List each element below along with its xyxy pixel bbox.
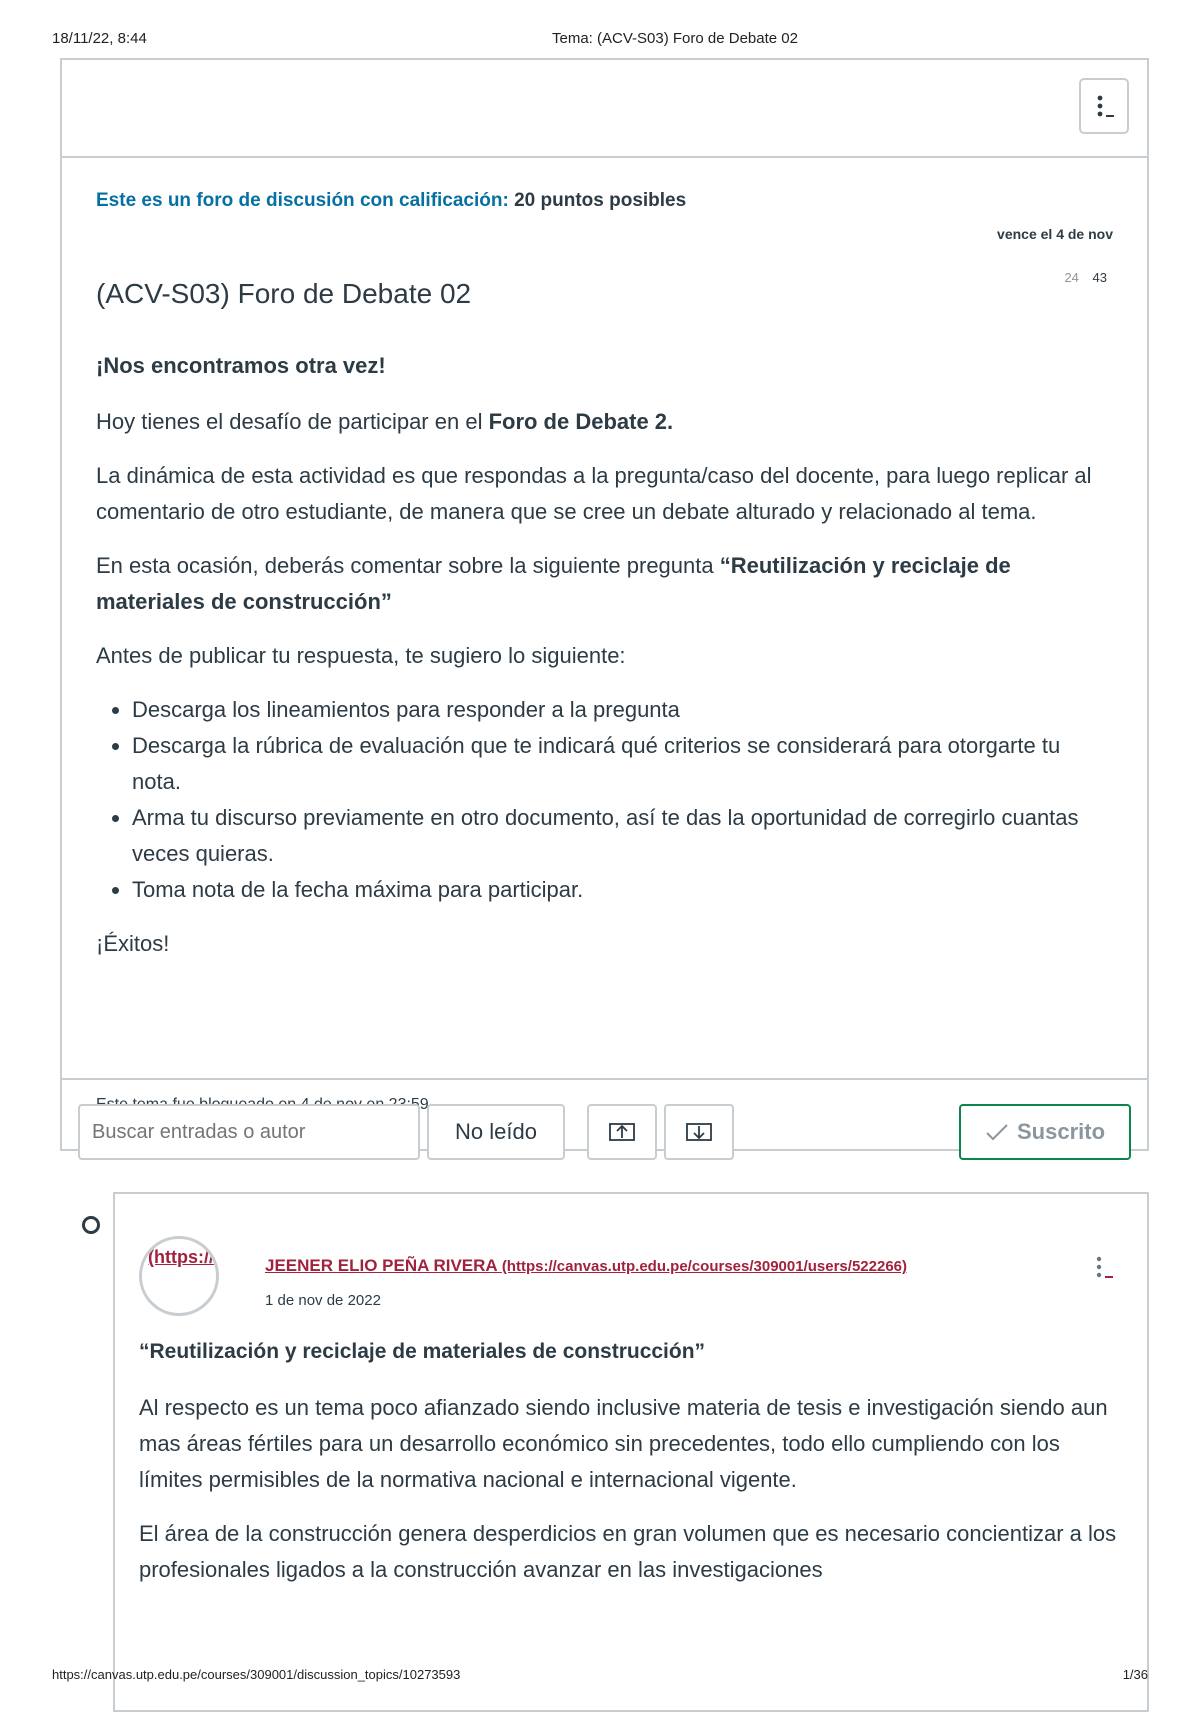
kebab-menu-icon bbox=[1093, 1254, 1117, 1280]
subscribed-button[interactable] bbox=[959, 1104, 1131, 1160]
topic-title: (ACV-S03) Foro de Debate 02 bbox=[96, 278, 472, 309]
reply-options-button[interactable] bbox=[1093, 1254, 1117, 1285]
avatar-link[interactable]: (https:// bbox=[148, 1247, 214, 1267]
unread-filter-button[interactable]: No leído bbox=[427, 1104, 565, 1160]
closing-line: ¡Éxitos! bbox=[96, 931, 170, 956]
reply-paragraph-2: El área de la construcción genera desperdicios en gran volumen que es necesario concientizar a los profesionales ligados a la construcción avanzar en las investigaciones bbox=[139, 1521, 1117, 1582]
unread-count: 24 bbox=[1064, 270, 1079, 285]
reply-entry bbox=[113, 1192, 1149, 1712]
topic-message bbox=[96, 348, 1106, 962]
graded-label: Este es un foro de discusión con calificación: bbox=[96, 190, 509, 211]
print-datetime: 18/11/22, 8:44 bbox=[52, 30, 147, 47]
expand-icon bbox=[685, 1121, 713, 1143]
list-item: • Arma tu discurso previamente en otro documento, así te das la oportunidad de corregirlo cuantas veces quieras. bbox=[132, 800, 1106, 872]
paragraph-1-text: Hoy tienes el desafío de participar en el bbox=[96, 409, 489, 434]
list-item: • Descarga la rúbrica de evaluación que te indicará qué criterios se considerará para otorgarte tu nota. bbox=[132, 728, 1106, 800]
discussion-topic-card bbox=[60, 58, 1149, 1151]
entry-counts bbox=[1064, 270, 1107, 285]
reply-date: 1 de nov de 2022 bbox=[265, 1292, 381, 1309]
paragraph-3 bbox=[96, 548, 1106, 620]
list-item: • Toma nota de la fecha máxima para participar. bbox=[132, 872, 1106, 908]
paragraph-3-bold: “Reutilización y reciclaje de materiales de construcción” bbox=[96, 553, 1011, 614]
expand-replies-button[interactable] bbox=[664, 1104, 734, 1160]
print-page-number: 1/36 bbox=[1122, 1667, 1148, 1682]
discussion-toolbar bbox=[62, 1078, 1147, 1151]
author-url[interactable]: (https://canvas.utp.edu.pe/courses/309001/users/522266) bbox=[501, 1258, 907, 1275]
topic-header-bar bbox=[62, 60, 1147, 158]
collapse-replies-button[interactable] bbox=[587, 1104, 657, 1160]
list-item: • Descarga los lineamientos para responder a la pregunta bbox=[132, 692, 1106, 728]
paragraph-2: La dinámica de esta actividad es que respondas a la pregunta/caso del docente, para luego replicar al comentario de otro estudiante, de manera que se cree un debate alturado y relacionado al tema. bbox=[96, 463, 1092, 524]
reply-message bbox=[139, 1334, 1119, 1606]
paragraph-1-bold: Foro de Debate 2. bbox=[488, 409, 674, 434]
search-input[interactable] bbox=[78, 1104, 420, 1160]
suggestions-list bbox=[96, 692, 1106, 908]
reply-heading: “Reutilización y reciclaje de materiales de construcción” bbox=[139, 1340, 706, 1363]
paragraph-1 bbox=[96, 404, 1106, 440]
thread-indicator-icon bbox=[82, 1216, 100, 1234]
reply-paragraph-1: Al respecto es un tema poco afianzado siendo inclusive materia de tesis e investigación siendo aun mas áreas fértiles para un desarrollo económico sin precedentes, todo ello cumpliendo con los límites permisibles de la normativa nacional e internacional vigente. bbox=[139, 1395, 1108, 1492]
subscribed-label: Suscrito bbox=[1016, 1119, 1106, 1144]
total-count: 43 bbox=[1092, 270, 1107, 285]
checkmark-icon bbox=[985, 1122, 1009, 1142]
points-possible: 20 puntos posibles bbox=[514, 190, 687, 211]
author-name[interactable]: JEENER ELIO PEÑA RIVERA bbox=[265, 1256, 498, 1275]
kebab-menu-icon bbox=[1092, 93, 1116, 119]
avatar[interactable] bbox=[139, 1236, 219, 1316]
collapse-icon bbox=[608, 1121, 636, 1143]
topic-options-button[interactable] bbox=[1079, 78, 1129, 134]
lead-line: ¡Nos encontramos otra vez! bbox=[96, 353, 386, 378]
author-link[interactable] bbox=[265, 1256, 907, 1276]
graded-notice bbox=[96, 190, 686, 212]
paragraph-4: Antes de publicar tu respuesta, te sugiero lo siguiente: bbox=[96, 643, 626, 668]
print-url: https://canvas.utp.edu.pe/courses/309001/discussion_topics/10273593 bbox=[52, 1667, 461, 1682]
print-page-title: Tema: (ACV-S03) Foro de Debate 02 bbox=[552, 30, 798, 47]
paragraph-3-text: En esta ocasión, deberás comentar sobre la siguiente pregunta bbox=[96, 553, 720, 578]
due-date: vence el 4 de nov bbox=[997, 226, 1113, 242]
